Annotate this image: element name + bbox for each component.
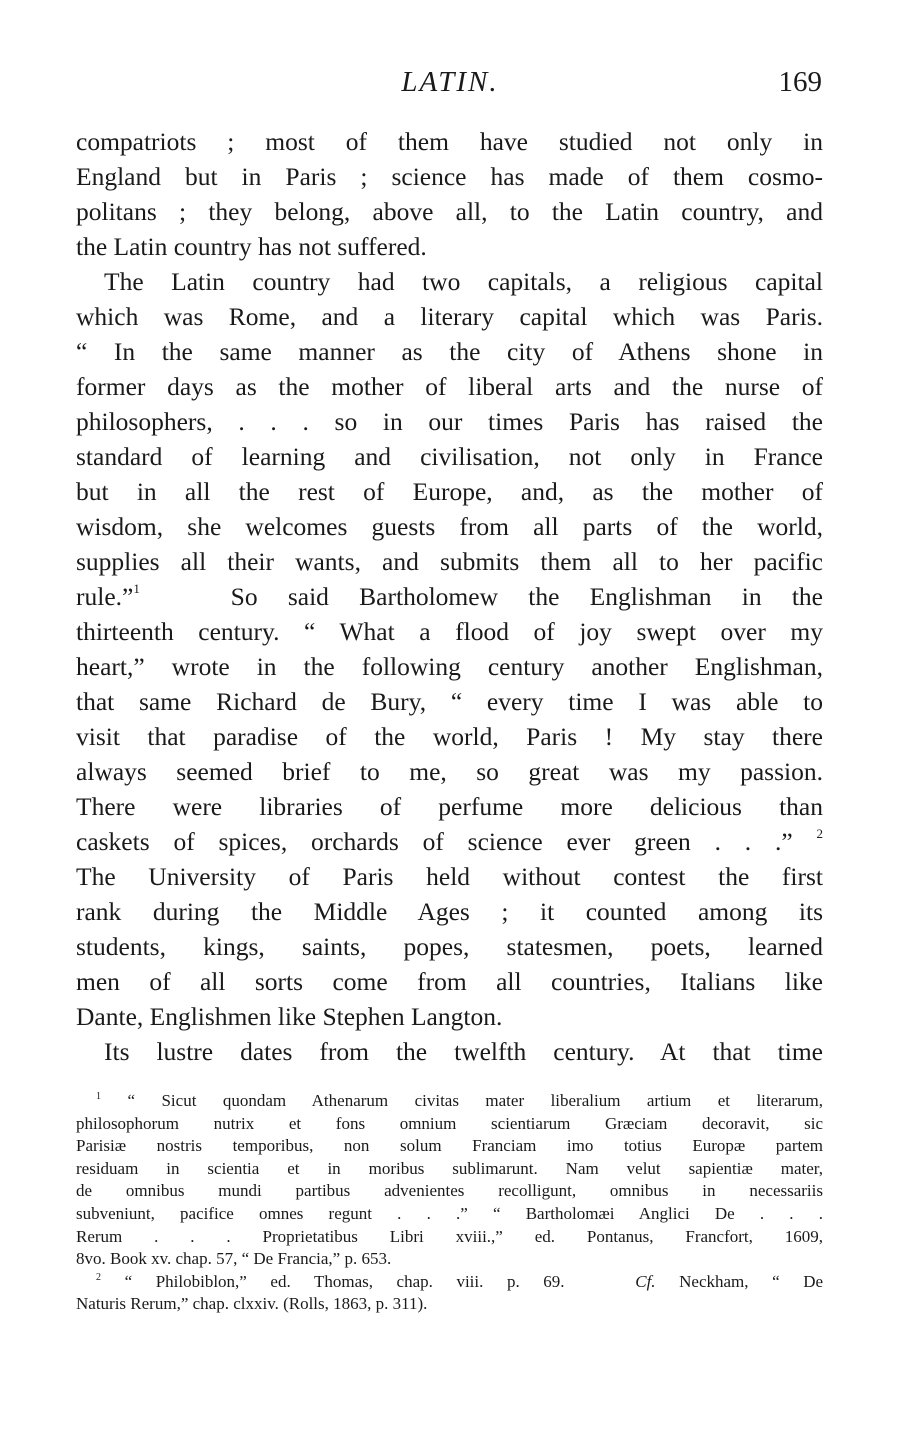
footnote-line: Rerum . . . Proprietatibus Libri xviii.,” ed. Pontanus, Francfort, 1609,: [76, 1226, 823, 1246]
footnote-line: philosophorum nutrix et fons omnium scientiarum Græciam decoravit, sic: [76, 1113, 823, 1133]
body-text: [76, 124, 823, 1069]
text-line: philosophers, . . . so in our times Paris has raised the: [76, 407, 823, 436]
text-line: the Latin country has not suffered.: [76, 232, 427, 261]
footnote-line: Naturis Rerum,” chap. clxxiv. (Rolls, 1863, p. 311).: [76, 1294, 428, 1314]
running-title: LATIN.: [401, 66, 499, 98]
text-line: The Latin country had two capitals, a religious capital: [104, 267, 823, 296]
page-number: 169: [778, 66, 822, 98]
text-line: always seemed brief to me, so great was my passion.: [76, 757, 823, 786]
text-line: standard of learning and civilisation, not only in France: [76, 442, 823, 471]
text-line: supplies all their wants, and submits them all to her pacific: [76, 547, 823, 576]
text-line: former days as the mother of liberal arts and the nurse of: [76, 372, 823, 401]
text-line: There were libraries of perfume more delicious than: [76, 792, 823, 821]
text-line-with-footnote-1: [76, 579, 823, 614]
text-line-fragment: So said Bartholomew the Englishman in the: [230, 582, 824, 611]
footnote-line: Parisiæ nostris temporibus, non solum Franciam imo totius Europæ partem: [76, 1136, 823, 1156]
text-line: visit that paradise of the world, Paris ! My stay there: [76, 722, 823, 751]
text-line: rank during the Middle Ages ; it counted among its: [76, 897, 823, 926]
text-line: thirteenth century. “ What a flood of joy swept over my: [76, 617, 823, 646]
footnote-line: de omnibus mundi partibus advenientes recolligunt, omnibus in necessariis: [76, 1181, 823, 1201]
text-line: politans ; they belong, above all, to the Latin country, and: [76, 197, 823, 226]
footnote-line: residuam in scientia et in moribus sublimarunt. Nam velut sapientiæ mater,: [76, 1158, 823, 1178]
text-line: that same Richard de Bury, “ every time I was able to: [76, 687, 823, 716]
text-line: which was Rome, and a literary capital which was Paris.: [76, 302, 823, 331]
text-line-with-footnote-2: [76, 824, 823, 859]
text-line: wisdom, she welcomes guests from all parts of the world,: [76, 512, 823, 541]
rule-text: rule.”: [76, 582, 134, 611]
footnote-line: 8vo. Book xv. chap. 57, “ De Francia,” p. 653.: [76, 1249, 392, 1269]
text-line: heart,” wrote in the following century another Englishman,: [76, 652, 823, 681]
text-line: Dante, Englishmen like Stephen Langton.: [76, 1002, 503, 1031]
text-line: compatriots ; most of them have studied not only in: [76, 127, 823, 156]
footnote-ref-2: 2: [816, 826, 823, 841]
footnote-1-mark: 1: [96, 1091, 101, 1102]
text-line: England but in Paris ; science has made of them cosmo-: [76, 162, 823, 191]
footnote-ref-1: 1: [133, 581, 140, 596]
text-line: but in all the rest of Europe, and, as the mother of: [76, 477, 823, 506]
text-line: students, kings, saints, popes, statesmen, poets, learned: [76, 932, 823, 961]
text-line: men of all sorts come from all countries, Italians like: [76, 967, 823, 996]
footnotes: [76, 1090, 823, 1316]
text-line: Its lustre dates from the twelfth century. At that time: [104, 1037, 823, 1066]
text-line: The University of Paris held without contest the first: [76, 862, 823, 891]
text-line: “ In the same manner as the city of Athens shone in: [76, 337, 823, 366]
text-line-fragment: caskets of spices, orchards of science ever green . . .”: [76, 827, 793, 856]
footnote-2-line: $^2$ “ Philobiblon,” ed. Thomas, chap. viii. p. 69. Cf. Neckham, “ De: [96, 1271, 824, 1291]
cf-abbrev: Cf.: [635, 1271, 656, 1291]
footnote-2-mark: 2: [96, 1271, 101, 1283]
footnote-line: subveniunt, pacifice omnes regunt . . .” “ Bartholomæi Anglici De . . .: [76, 1203, 823, 1223]
footnote-1-line: $^1$ “ Sicut quondam Athenarum civitas mater liberalium artium et literarum,: [96, 1091, 824, 1110]
